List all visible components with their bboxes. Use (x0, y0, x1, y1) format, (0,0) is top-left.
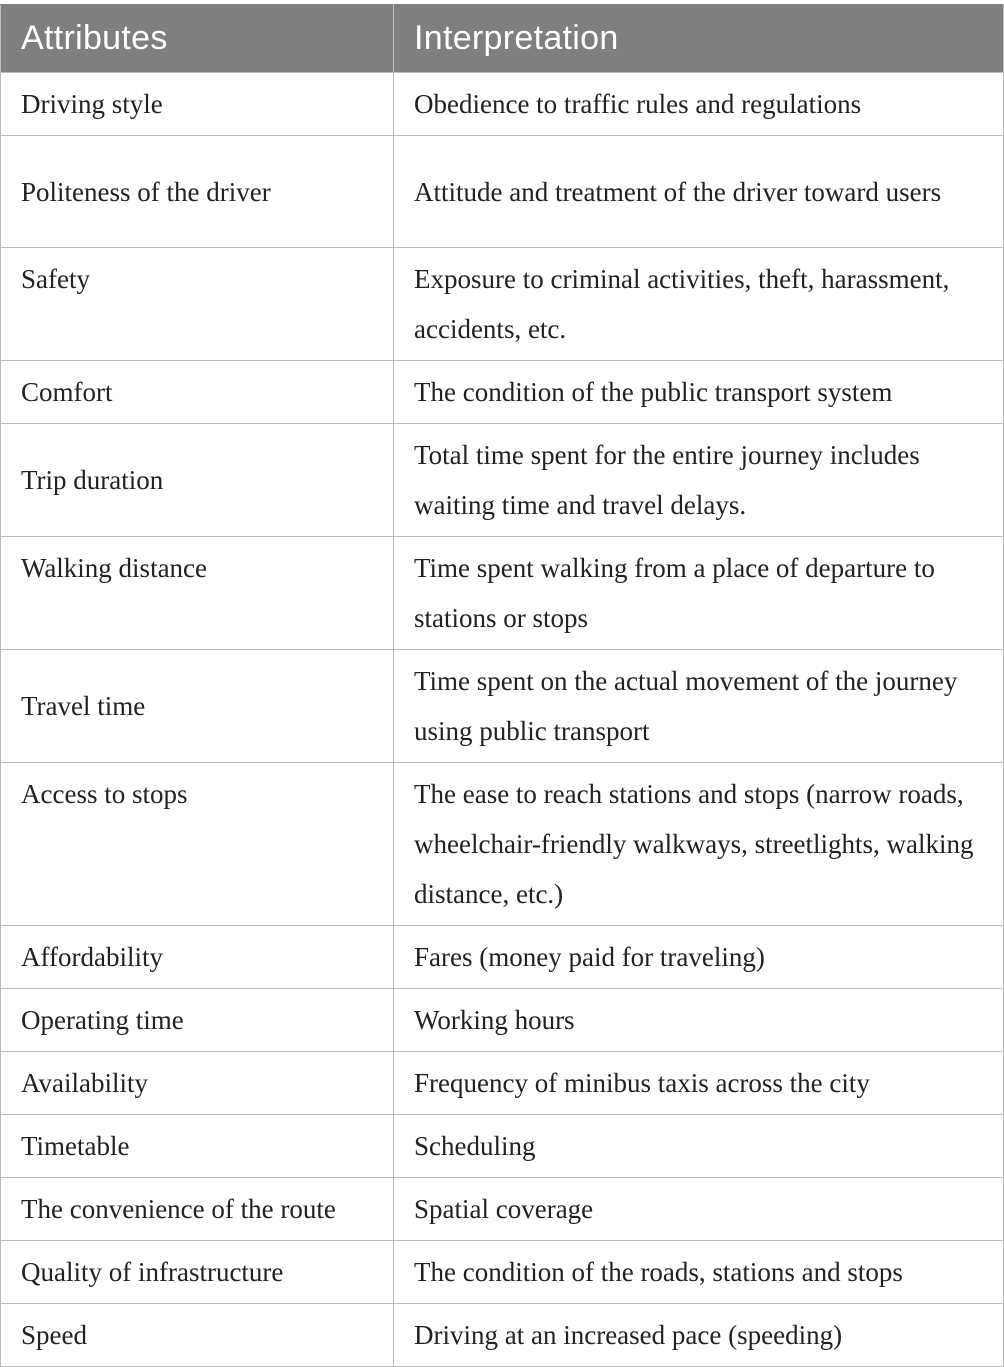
interpretation-cell: Driving at an increased pace (speeding) (394, 1304, 1004, 1367)
attribute-cell: Timetable (1, 1115, 394, 1178)
interpretation-cell: Attitude and treatment of the driver toward users (394, 136, 1004, 248)
interpretation-cell: Total time spent for the entire journey includes waiting time and travel delays. (394, 424, 1004, 537)
table-row (1, 1304, 1004, 1367)
attribute-cell: Operating time (1, 989, 394, 1052)
table-row (1, 650, 1004, 763)
interpretation-cell: Obedience to traffic rules and regulations (394, 73, 1004, 136)
table-row (1, 424, 1004, 537)
table-row (1, 248, 1004, 361)
attribute-cell: Comfort (1, 361, 394, 424)
table-row (1, 1178, 1004, 1241)
table-row (1, 989, 1004, 1052)
attribute-cell: The convenience of the route (1, 1178, 394, 1241)
table-row (1, 926, 1004, 989)
attribute-cell: Driving style (1, 73, 394, 136)
table-row (1, 361, 1004, 424)
table-header-row (1, 5, 1004, 73)
attribute-cell: Travel time (1, 650, 394, 763)
attribute-cell: Walking distance (1, 537, 394, 650)
attribute-cell: Trip duration (1, 424, 394, 537)
interpretation-cell: Fares (money paid for traveling) (394, 926, 1004, 989)
attribute-cell: Safety (1, 248, 394, 361)
table-row (1, 763, 1004, 926)
table-row (1, 73, 1004, 136)
attributes-table (0, 4, 1004, 1367)
attribute-cell: Availability (1, 1052, 394, 1115)
interpretation-cell: Working hours (394, 989, 1004, 1052)
interpretation-cell: Time spent walking from a place of departure to stations or stops (394, 537, 1004, 650)
interpretation-cell: Spatial coverage (394, 1178, 1004, 1241)
interpretation-cell: The condition of the roads, stations and stops (394, 1241, 1004, 1304)
attribute-cell: Affordability (1, 926, 394, 989)
interpretation-cell: Time spent on the actual movement of the journey using public transport (394, 650, 1004, 763)
interpretation-cell: Frequency of minibus taxis across the city (394, 1052, 1004, 1115)
header-interpretation: Interpretation (394, 5, 1004, 73)
attribute-cell: Quality of infrastructure (1, 1241, 394, 1304)
table-row (1, 1241, 1004, 1304)
header-attributes: Attributes (1, 5, 394, 73)
table-row (1, 136, 1004, 248)
interpretation-cell: Scheduling (394, 1115, 1004, 1178)
attribute-cell: Access to stops (1, 763, 394, 926)
interpretation-cell: Exposure to criminal activities, theft, harassment, accidents, etc. (394, 248, 1004, 361)
table-row (1, 537, 1004, 650)
attributes-table-container (0, 4, 1003, 1367)
attribute-cell: Speed (1, 1304, 394, 1367)
table-row (1, 1052, 1004, 1115)
interpretation-cell: The condition of the public transport system (394, 361, 1004, 424)
interpretation-cell: The ease to reach stations and stops (narrow roads, wheelchair-friendly walkways, streetlights, walking distance, etc.) (394, 763, 1004, 926)
attribute-cell: Politeness of the driver (1, 136, 394, 248)
table-row (1, 1115, 1004, 1178)
